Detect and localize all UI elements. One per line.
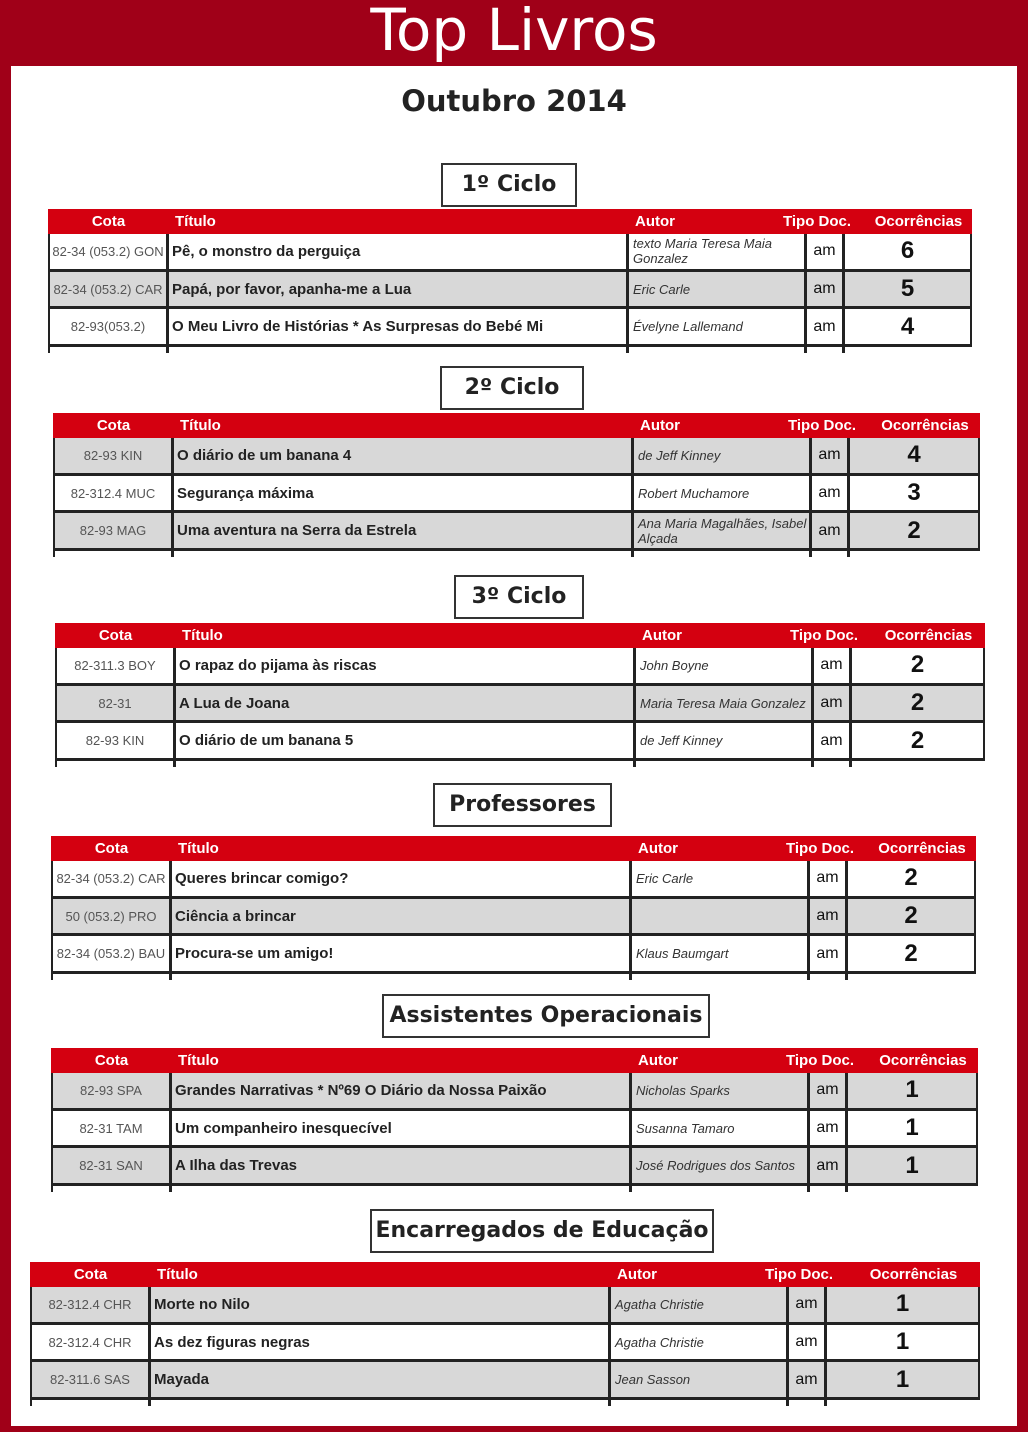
ranking-table (30, 1262, 980, 1406)
tipo-doc-cell: am (810, 936, 848, 971)
header-titulo: Título (182, 627, 223, 644)
header-tipo-doc: Tipo Doc. (783, 213, 852, 230)
autor-cell: de Jeff Kinney (634, 438, 812, 473)
tipo-doc-cell: am (810, 899, 848, 934)
table-row (51, 1073, 978, 1111)
ocorrencias-cell: 4 (845, 309, 972, 344)
table-header (30, 1262, 980, 1287)
tipo-doc-cell: am (807, 234, 845, 269)
titulo-cell: O Meu Livro de Histórias * As Surpresas do Bebé Mi (169, 309, 629, 344)
cota-cell: 82-93(053.2) (48, 309, 169, 344)
header-titulo: Título (157, 1266, 198, 1283)
tipo-doc-cell: am (810, 1073, 848, 1108)
table-tail (30, 1400, 980, 1406)
titulo-cell: As dez figuras negras (151, 1325, 611, 1360)
titulo-cell: Uma aventura na Serra da Estrela (174, 513, 634, 548)
ocorrencias-cell: 1 (848, 1111, 978, 1146)
ocorrencias-cell: 1 (827, 1287, 980, 1322)
section-heading: 2º Ciclo (440, 366, 584, 410)
tipo-doc-cell: am (789, 1287, 827, 1322)
cota-cell: 82-31 TAM (51, 1111, 172, 1146)
table-row (30, 1287, 980, 1325)
table-row (53, 476, 980, 514)
header-cota: Cota (73, 1266, 108, 1283)
section-heading: 3º Ciclo (454, 575, 584, 619)
ocorrencias-cell: 2 (852, 723, 985, 758)
cota-cell: 82-31 (55, 686, 176, 721)
autor-cell (632, 899, 810, 934)
section-heading: Professores (433, 783, 612, 827)
header-autor: Autor (642, 627, 682, 644)
section-heading: Assistentes Operacionais (382, 994, 710, 1038)
tipo-doc-cell: am (789, 1362, 827, 1397)
table-header (48, 209, 972, 234)
autor-cell: Eric Carle (632, 861, 810, 896)
ocorrencias-cell: 1 (827, 1362, 980, 1397)
titulo-cell: Segurança máxima (174, 476, 634, 511)
header-ocorrencias: Ocorrências (874, 213, 963, 230)
tipo-doc-cell: am (814, 648, 852, 683)
titulo-cell: O diário de um banana 4 (174, 438, 634, 473)
cota-cell: 82-34 (053.2) BAU (51, 936, 172, 971)
table-row (51, 861, 976, 899)
cota-cell: 82-311.3 BOY (55, 648, 176, 683)
ranking-table (51, 1048, 978, 1192)
header-ocorrencias: Ocorrências (881, 417, 969, 434)
header-titulo: Título (178, 840, 219, 857)
table-row (48, 309, 972, 347)
titulo-cell: Morte no Nilo (151, 1287, 611, 1322)
titulo-cell: Mayada (151, 1362, 611, 1397)
cota-cell: 82-311.6 SAS (30, 1362, 151, 1397)
titulo-cell: A Ilha das Trevas (172, 1148, 632, 1183)
cota-cell: 82-93 SPA (51, 1073, 172, 1108)
cota-cell: 50 (053.2) PRO (51, 899, 172, 934)
autor-cell: de Jeff Kinney (636, 723, 814, 758)
header-tipo-doc: Tipo Doc. (786, 1052, 855, 1069)
autor-cell: Eric Carle (629, 272, 807, 307)
header-tipo-doc: Tipo Doc. (790, 627, 859, 644)
cota-cell: 82-93 MAG (53, 513, 174, 548)
table-row (48, 272, 972, 310)
header-autor: Autor (635, 213, 675, 230)
titulo-cell: Um companheiro inesquecível (172, 1111, 632, 1146)
table-row (51, 1111, 978, 1149)
header-tipo-doc: Tipo Doc. (786, 840, 855, 857)
autor-cell: John Boyne (636, 648, 814, 683)
table-tail (51, 1186, 978, 1192)
autor-cell: Maria Teresa Maia Gonzalez (636, 686, 814, 721)
cota-cell: 82-34 (053.2) CAR (51, 861, 172, 896)
header-cota: Cota (94, 1052, 129, 1069)
header-autor: Autor (638, 1052, 678, 1069)
tipo-doc-cell: am (814, 686, 852, 721)
table-header (51, 836, 976, 861)
ocorrencias-cell: 1 (827, 1325, 980, 1360)
ocorrencias-cell: 2 (848, 861, 976, 896)
cota-cell: 82-312.4 CHR (30, 1325, 151, 1360)
cota-cell: 82-34 (053.2) CAR (48, 272, 169, 307)
tipo-doc-cell: am (810, 1148, 848, 1183)
table-row (55, 648, 985, 686)
ranking-sheet (11, 66, 1017, 1426)
table-tail (51, 974, 976, 980)
ocorrencias-cell: 1 (848, 1073, 978, 1108)
titulo-cell: Pê, o monstro da perguiça (169, 234, 629, 269)
ocorrencias-cell: 2 (852, 648, 985, 683)
header-titulo: Título (175, 213, 216, 230)
header-ocorrencias: Ocorrências (884, 627, 973, 644)
table-row (53, 438, 980, 476)
table-header (55, 623, 985, 648)
header-autor: Autor (638, 840, 678, 857)
titulo-cell: O diário de um banana 5 (176, 723, 636, 758)
header-autor: Autor (640, 417, 680, 434)
cota-cell: 82-31 SAN (51, 1148, 172, 1183)
cota-cell: 82-312.4 MUC (53, 476, 174, 511)
tipo-doc-cell: am (814, 723, 852, 758)
ocorrencias-cell: 2 (852, 686, 985, 721)
table-header (51, 1048, 978, 1073)
titulo-cell: Procura-se um amigo! (172, 936, 632, 971)
header-tipo-doc: Tipo Doc. (788, 417, 857, 434)
ocorrencias-cell: 2 (850, 513, 980, 548)
header-ocorrencias: Ocorrências (879, 1052, 967, 1069)
section-heading: 1º Ciclo (441, 163, 577, 207)
ocorrencias-cell: 2 (848, 899, 976, 934)
table-row (51, 1148, 978, 1186)
tipo-doc-cell: am (810, 861, 848, 896)
tipo-doc-cell: am (812, 438, 850, 473)
tipo-doc-cell: am (807, 309, 845, 344)
table-row (51, 899, 976, 937)
ocorrencias-cell: 6 (845, 234, 972, 269)
page-title: Top Livros (370, 0, 658, 64)
autor-cell: texto Maria Teresa Maia Gonzalez (629, 234, 807, 269)
header-ocorrencias: Ocorrências (878, 840, 966, 857)
table-tail (53, 551, 980, 557)
header-cota: Cota (94, 840, 129, 857)
table-row (51, 936, 976, 974)
header-cota: Cota (91, 213, 126, 230)
autor-cell: Agatha Christie (611, 1325, 789, 1360)
titulo-cell: Ciência a brincar (172, 899, 632, 934)
tipo-doc-cell: am (812, 513, 850, 548)
tipo-doc-cell: am (810, 1111, 848, 1146)
titulo-cell: A Lua de Joana (176, 686, 636, 721)
titulo-cell: Grandes Narrativas * Nº69 O Diário da Nossa Paixão (172, 1073, 632, 1108)
autor-cell: José Rodrigues dos Santos (632, 1148, 810, 1183)
cota-cell: 82-93 KIN (53, 438, 174, 473)
table-row (55, 723, 985, 761)
cota-cell: 82-312.4 CHR (30, 1287, 151, 1322)
table-row (48, 234, 972, 272)
titulo-cell: O rapaz do pijama às riscas (176, 648, 636, 683)
autor-cell: Susanna Tamaro (632, 1111, 810, 1146)
table-row (53, 513, 980, 551)
ranking-table (48, 209, 972, 353)
ranking-table (51, 836, 976, 980)
header-cota: Cota (96, 417, 131, 434)
header-ocorrencias: Ocorrências (869, 1266, 958, 1283)
section-heading: Encarregados de Educação (370, 1209, 714, 1253)
table-tail (55, 761, 985, 767)
tipo-doc-cell: am (812, 476, 850, 511)
autor-cell: Jean Sasson (611, 1362, 789, 1397)
ocorrencias-cell: 1 (848, 1148, 978, 1183)
autor-cell: Agatha Christie (611, 1287, 789, 1322)
ocorrencias-cell: 4 (850, 438, 980, 473)
table-row (30, 1362, 980, 1400)
table-row (30, 1325, 980, 1363)
ocorrencias-cell: 3 (850, 476, 980, 511)
header-titulo: Título (180, 417, 221, 434)
autor-cell: Robert Muchamore (634, 476, 812, 511)
table-tail (48, 347, 972, 353)
titulo-cell: Queres brincar comigo? (172, 861, 632, 896)
ocorrencias-cell: 2 (848, 936, 976, 971)
autor-cell: Nicholas Sparks (632, 1073, 810, 1108)
autor-cell: Klaus Baumgart (632, 936, 810, 971)
tipo-doc-cell: am (789, 1325, 827, 1360)
autor-cell: Évelyne Lallemand (629, 309, 807, 344)
ranking-table (55, 623, 985, 767)
cota-cell: 82-93 KIN (55, 723, 176, 758)
tipo-doc-cell: am (807, 272, 845, 307)
autor-cell: Ana Maria Magalhães, Isabel Alçada (634, 513, 812, 548)
ocorrencias-cell: 5 (845, 272, 972, 307)
header-titulo: Título (178, 1052, 219, 1069)
header-cota: Cota (98, 627, 133, 644)
table-row (55, 686, 985, 724)
cota-cell: 82-34 (053.2) GON (48, 234, 169, 269)
month-heading: Outubro 2014 (401, 84, 627, 118)
table-header (53, 413, 980, 438)
ranking-table (53, 413, 980, 557)
header-tipo-doc: Tipo Doc. (765, 1266, 834, 1283)
titulo-cell: Papá, por favor, apanha-me a Lua (169, 272, 629, 307)
header-autor: Autor (617, 1266, 657, 1283)
